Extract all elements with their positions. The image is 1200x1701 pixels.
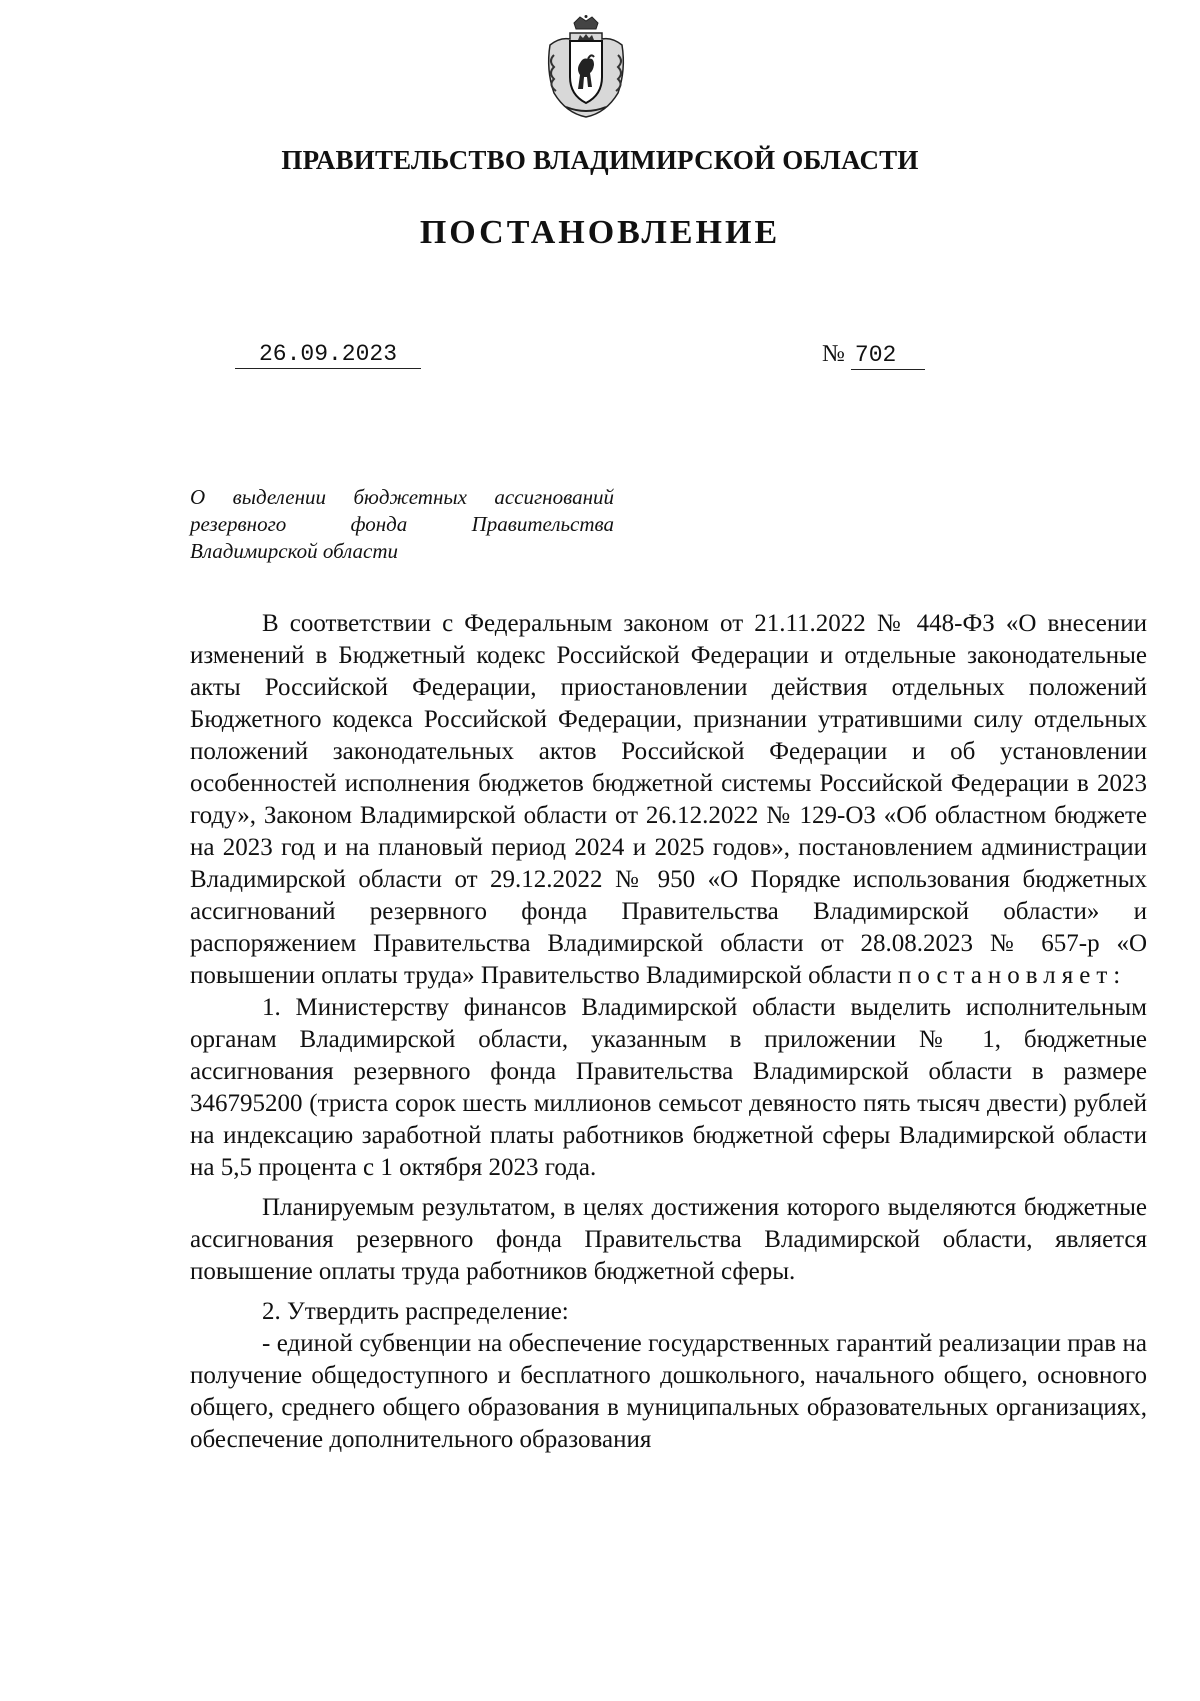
paragraph-preamble bbox=[190, 608, 1147, 992]
paragraph-subvention: - единой субвенции на обеспечение государственных гарантий реализации прав на получение общедоступного и бесплатного дошкольного, начального общего, основного общего, среднего общего образования в муниципальных образовательных организациях, обеспечение дополнительного образования bbox=[190, 1330, 1147, 1453]
document-body bbox=[190, 608, 1147, 1456]
paragraph-planned-result: Планируемым результатом, в целях достижения которого выделяются бюджетные ассигнования резервного фонда Правительства Владимирской области, является повышение оплаты труда работников бюджетной сферы. bbox=[190, 1194, 1147, 1285]
government-name: ПРАВИТЕЛЬСТВО ВЛАДИМИРСКОЙ ОБЛАСТИ bbox=[281, 145, 919, 175]
document-date: 26.09.2023 bbox=[235, 340, 421, 369]
paragraph-item-1: 1. Министерству финансов Владимирской области выделить исполнительным органам Владимирской области, указанным в приложении № 1, бюджетные ассигнования резервного фонда Правительства Владимирской области в размере 346795200 (триста сорок шесть миллионов семьсот девяносто пять тысяч двести) рублей на индексацию заработной платы работников бюджетной сферы Владимирской области на 5,5 процента с 1 октября 2023 года. bbox=[190, 994, 1147, 1181]
decree-word: постановляет: bbox=[897, 962, 1127, 989]
subject-line: резервного фонда Правительства bbox=[190, 512, 614, 536]
subject-line: О выделении бюджетных ассигнований bbox=[190, 485, 614, 509]
document-number-field bbox=[822, 340, 925, 370]
subject-line: Владимирской области bbox=[190, 539, 399, 563]
document-subject bbox=[190, 484, 614, 565]
paragraph-item-2: 2. Утвердить распределение: bbox=[262, 1298, 569, 1325]
document-type-title: ПОСТАНОВЛЕНИЕ bbox=[419, 214, 781, 251]
number-sign: № bbox=[822, 341, 845, 367]
preamble-text: В соответствии с Федеральным законом от 21.11.2022 № 448-ФЗ «О внесении изменений в Бюджетный кодекс Российской Федерации и отдельные законодательные акты Российской Федерации, приостановлении действия отдельных положений Бюджетного кодекса Российской Федерации, признании утратившими силу отдельных положений законодательных актов Российской Федерации и об установлении особенностей исполнения бюджетов бюджетной системы Российской Федерации в 2023 году», Законом Владимирской области от 26.12.2022 № 129-ОЗ «Об областном бюджете на 2023 год и на плановый период 2024 и 2025 годов», постановлением администрации Владимирской области от 29.12.2022 № 950 «О Порядке использования бюджетных ассигнований резервного фонда Правительства Владимирской области» и распоряжением Правительства Владимирской области от 28.08.2023 № 657-р «О повышении оплаты труда» Правительство Владимирской области bbox=[190, 610, 1147, 989]
document-number: 702 bbox=[851, 341, 925, 370]
coat-of-arms-icon bbox=[536, 15, 636, 120]
